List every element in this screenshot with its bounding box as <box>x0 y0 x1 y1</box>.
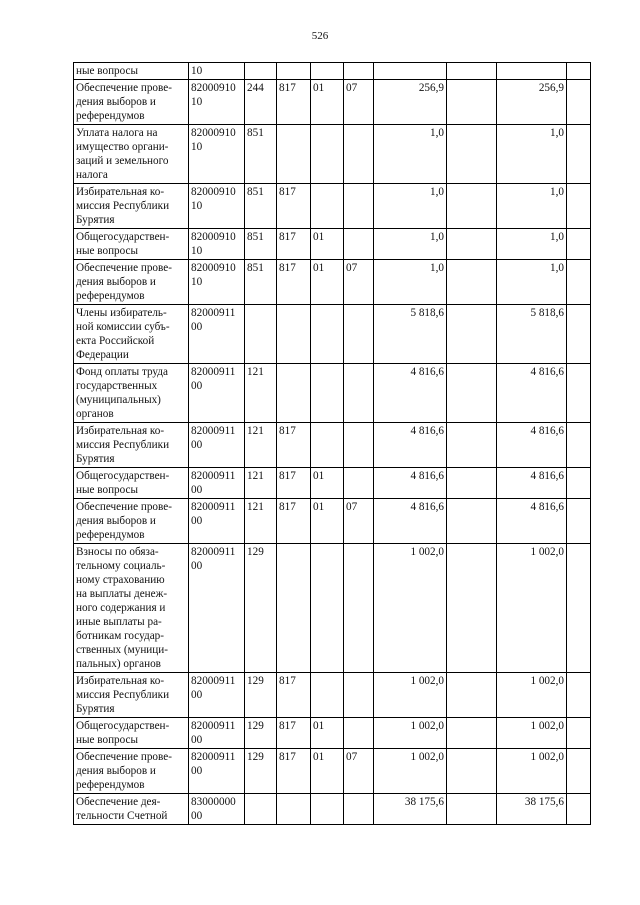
row-pr-cell: 07 <box>344 260 374 305</box>
row-grbs-cell: 817 <box>277 260 311 305</box>
row-rz-cell: 01 <box>311 229 344 260</box>
row-amount2-cell: 1 002,0 <box>497 673 567 718</box>
row-amount-cell: 4 816,6 <box>374 499 447 544</box>
row-empty-cell <box>567 718 591 749</box>
row-vr-cell <box>245 794 277 825</box>
table-row <box>74 423 591 468</box>
row-vr-cell <box>245 63 277 80</box>
table-row <box>74 794 591 825</box>
row-empty-cell <box>447 364 497 423</box>
row-pr-cell <box>344 364 374 423</box>
row-grbs-cell: 817 <box>277 229 311 260</box>
row-amount2-cell <box>497 63 567 80</box>
row-code-cell: 10 <box>189 63 245 80</box>
row-amount2-cell: 1,0 <box>497 184 567 229</box>
row-code-cell: 83000000 00 <box>189 794 245 825</box>
row-pr-cell <box>344 184 374 229</box>
row-vr-cell <box>245 305 277 364</box>
row-amount2-cell: 1 002,0 <box>497 749 567 794</box>
page-number: 526 <box>311 30 329 42</box>
table-row <box>74 80 591 125</box>
row-empty-cell <box>567 499 591 544</box>
row-empty-cell <box>567 63 591 80</box>
row-rz-cell <box>311 673 344 718</box>
budget-table <box>73 62 591 825</box>
row-rz-cell: 01 <box>311 260 344 305</box>
row-rz-cell <box>311 794 344 825</box>
row-empty-cell <box>447 499 497 544</box>
row-empty-cell <box>447 423 497 468</box>
row-vr-cell: 851 <box>245 125 277 184</box>
table-row <box>74 749 591 794</box>
row-rz-cell <box>311 305 344 364</box>
row-vr-cell: 851 <box>245 229 277 260</box>
row-empty-cell <box>447 305 497 364</box>
table-row <box>74 305 591 364</box>
row-name-cell: Взносы по обяза- тельному социаль- ному страхованию на выплаты денеж- ного содержания и иные выплаты ра- ботникам государ- ственных (муници- пальных) органов <box>74 544 189 673</box>
row-pr-cell <box>344 718 374 749</box>
row-rz-cell <box>311 364 344 423</box>
table-row <box>74 125 591 184</box>
row-grbs-cell: 817 <box>277 423 311 468</box>
row-empty-cell <box>567 468 591 499</box>
row-code-cell: 82000911 00 <box>189 673 245 718</box>
row-rz-cell: 01 <box>311 80 344 125</box>
row-rz-cell: 01 <box>311 499 344 544</box>
row-pr-cell <box>344 229 374 260</box>
row-grbs-cell <box>277 63 311 80</box>
row-empty-cell <box>447 718 497 749</box>
row-amount2-cell: 1,0 <box>497 260 567 305</box>
row-empty-cell <box>567 749 591 794</box>
row-pr-cell <box>344 125 374 184</box>
row-amount2-cell: 1 002,0 <box>497 544 567 673</box>
row-name-cell: Обеспечение прове- дения выборов и референдумов <box>74 749 189 794</box>
row-pr-cell <box>344 305 374 364</box>
row-pr-cell <box>344 673 374 718</box>
row-pr-cell <box>344 794 374 825</box>
row-name-cell: Избирательная ко- миссия Республики Бурятия <box>74 423 189 468</box>
row-amount2-cell: 1 002,0 <box>497 718 567 749</box>
row-empty-cell <box>447 544 497 673</box>
row-vr-cell: 129 <box>245 749 277 794</box>
row-grbs-cell: 817 <box>277 749 311 794</box>
row-grbs-cell: 817 <box>277 468 311 499</box>
row-grbs-cell <box>277 125 311 184</box>
row-empty-cell <box>567 544 591 673</box>
row-rz-cell: 01 <box>311 749 344 794</box>
row-code-cell: 82000911 00 <box>189 305 245 364</box>
row-name-cell: Уплата налога на имущество органи- заций и земельного налога <box>74 125 189 184</box>
row-empty-cell <box>447 260 497 305</box>
row-pr-cell <box>344 468 374 499</box>
row-name-cell: Избирательная ко- миссия Республики Бурятия <box>74 184 189 229</box>
row-amount2-cell: 4 816,6 <box>497 499 567 544</box>
row-vr-cell: 851 <box>245 260 277 305</box>
row-amount2-cell: 1,0 <box>497 229 567 260</box>
row-vr-cell: 244 <box>245 80 277 125</box>
row-empty-cell <box>567 184 591 229</box>
row-amount2-cell: 256,9 <box>497 80 567 125</box>
table-row <box>74 673 591 718</box>
row-pr-cell: 07 <box>344 749 374 794</box>
row-amount-cell: 1 002,0 <box>374 749 447 794</box>
row-amount-cell: 1 002,0 <box>374 718 447 749</box>
row-name-cell: Обеспечение дея- тельности Счетной <box>74 794 189 825</box>
table-row <box>74 364 591 423</box>
row-grbs-cell: 817 <box>277 499 311 544</box>
table-row <box>74 544 591 673</box>
row-amount-cell: 1,0 <box>374 260 447 305</box>
row-vr-cell: 121 <box>245 468 277 499</box>
row-code-cell: 82000911 00 <box>189 749 245 794</box>
row-empty-cell <box>567 364 591 423</box>
row-amount2-cell: 1,0 <box>497 125 567 184</box>
row-code-cell: 82000911 00 <box>189 468 245 499</box>
row-name-cell: Обеспечение прове- дения выборов и референдумов <box>74 80 189 125</box>
row-name-cell: Избирательная ко- миссия Республики Бурятия <box>74 673 189 718</box>
row-empty-cell <box>447 63 497 80</box>
row-empty-cell <box>447 468 497 499</box>
row-empty-cell <box>567 229 591 260</box>
row-empty-cell <box>447 184 497 229</box>
row-amount2-cell: 38 175,6 <box>497 794 567 825</box>
row-vr-cell: 129 <box>245 544 277 673</box>
row-grbs-cell: 817 <box>277 80 311 125</box>
row-empty-cell <box>447 125 497 184</box>
table-row <box>74 229 591 260</box>
row-amount2-cell: 4 816,6 <box>497 364 567 423</box>
row-name-cell: Обеспечение прове- дения выборов и референдумов <box>74 499 189 544</box>
row-code-cell: 82000910 10 <box>189 80 245 125</box>
row-amount2-cell: 5 818,6 <box>497 305 567 364</box>
table-row <box>74 468 591 499</box>
row-amount2-cell: 4 816,6 <box>497 468 567 499</box>
row-name-cell: Обеспечение прове- дения выборов и референдумов <box>74 260 189 305</box>
row-empty-cell <box>447 749 497 794</box>
row-empty-cell <box>447 794 497 825</box>
row-amount-cell: 1 002,0 <box>374 544 447 673</box>
table-row <box>74 184 591 229</box>
row-vr-cell: 121 <box>245 364 277 423</box>
row-grbs-cell: 817 <box>277 718 311 749</box>
row-empty-cell <box>567 423 591 468</box>
row-amount-cell: 256,9 <box>374 80 447 125</box>
row-vr-cell: 851 <box>245 184 277 229</box>
row-code-cell: 82000911 00 <box>189 364 245 423</box>
row-vr-cell: 129 <box>245 718 277 749</box>
row-rz-cell <box>311 544 344 673</box>
row-vr-cell: 121 <box>245 423 277 468</box>
table-row <box>74 718 591 749</box>
row-pr-cell: 07 <box>344 499 374 544</box>
row-grbs-cell <box>277 364 311 423</box>
row-code-cell: 82000911 00 <box>189 718 245 749</box>
row-empty-cell <box>567 305 591 364</box>
row-pr-cell <box>344 544 374 673</box>
row-amount-cell: 4 816,6 <box>374 364 447 423</box>
row-rz-cell <box>311 125 344 184</box>
row-grbs-cell <box>277 544 311 673</box>
row-empty-cell <box>567 80 591 125</box>
row-amount-cell: 1,0 <box>374 125 447 184</box>
row-name-cell: ные вопросы <box>74 63 189 80</box>
table-row <box>74 63 591 80</box>
row-code-cell: 82000910 10 <box>189 229 245 260</box>
row-rz-cell <box>311 63 344 80</box>
row-empty-cell <box>447 229 497 260</box>
row-empty-cell <box>567 125 591 184</box>
row-pr-cell <box>344 423 374 468</box>
row-amount-cell: 1,0 <box>374 229 447 260</box>
row-rz-cell: 01 <box>311 718 344 749</box>
table-row <box>74 499 591 544</box>
row-amount-cell: 4 816,6 <box>374 468 447 499</box>
row-pr-cell <box>344 63 374 80</box>
row-amount-cell: 4 816,6 <box>374 423 447 468</box>
row-rz-cell <box>311 423 344 468</box>
row-rz-cell <box>311 184 344 229</box>
row-amount2-cell: 4 816,6 <box>497 423 567 468</box>
row-empty-cell <box>567 794 591 825</box>
table-row <box>74 260 591 305</box>
row-code-cell: 82000910 10 <box>189 260 245 305</box>
row-vr-cell: 129 <box>245 673 277 718</box>
row-code-cell: 82000911 00 <box>189 423 245 468</box>
row-grbs-cell <box>277 794 311 825</box>
row-grbs-cell: 817 <box>277 184 311 229</box>
row-name-cell: Общегосударствен- ные вопросы <box>74 718 189 749</box>
row-amount-cell <box>374 63 447 80</box>
row-empty-cell <box>447 673 497 718</box>
row-code-cell: 82000910 10 <box>189 125 245 184</box>
row-vr-cell: 121 <box>245 499 277 544</box>
row-name-cell: Общегосударствен- ные вопросы <box>74 468 189 499</box>
row-name-cell: Общегосударствен- ные вопросы <box>74 229 189 260</box>
row-code-cell: 82000911 00 <box>189 499 245 544</box>
row-amount-cell: 1,0 <box>374 184 447 229</box>
row-grbs-cell <box>277 305 311 364</box>
row-amount-cell: 38 175,6 <box>374 794 447 825</box>
row-rz-cell: 01 <box>311 468 344 499</box>
row-amount-cell: 5 818,6 <box>374 305 447 364</box>
row-pr-cell: 07 <box>344 80 374 125</box>
row-amount-cell: 1 002,0 <box>374 673 447 718</box>
row-empty-cell <box>567 673 591 718</box>
row-code-cell: 82000911 00 <box>189 544 245 673</box>
row-code-cell: 82000910 10 <box>189 184 245 229</box>
row-grbs-cell: 817 <box>277 673 311 718</box>
row-empty-cell <box>567 260 591 305</box>
row-empty-cell <box>447 80 497 125</box>
row-name-cell: Фонд оплаты труда государственных (муниципальных) органов <box>74 364 189 423</box>
row-name-cell: Члены избиратель- ной комиссии субъ- екта Российской Федерации <box>74 305 189 364</box>
